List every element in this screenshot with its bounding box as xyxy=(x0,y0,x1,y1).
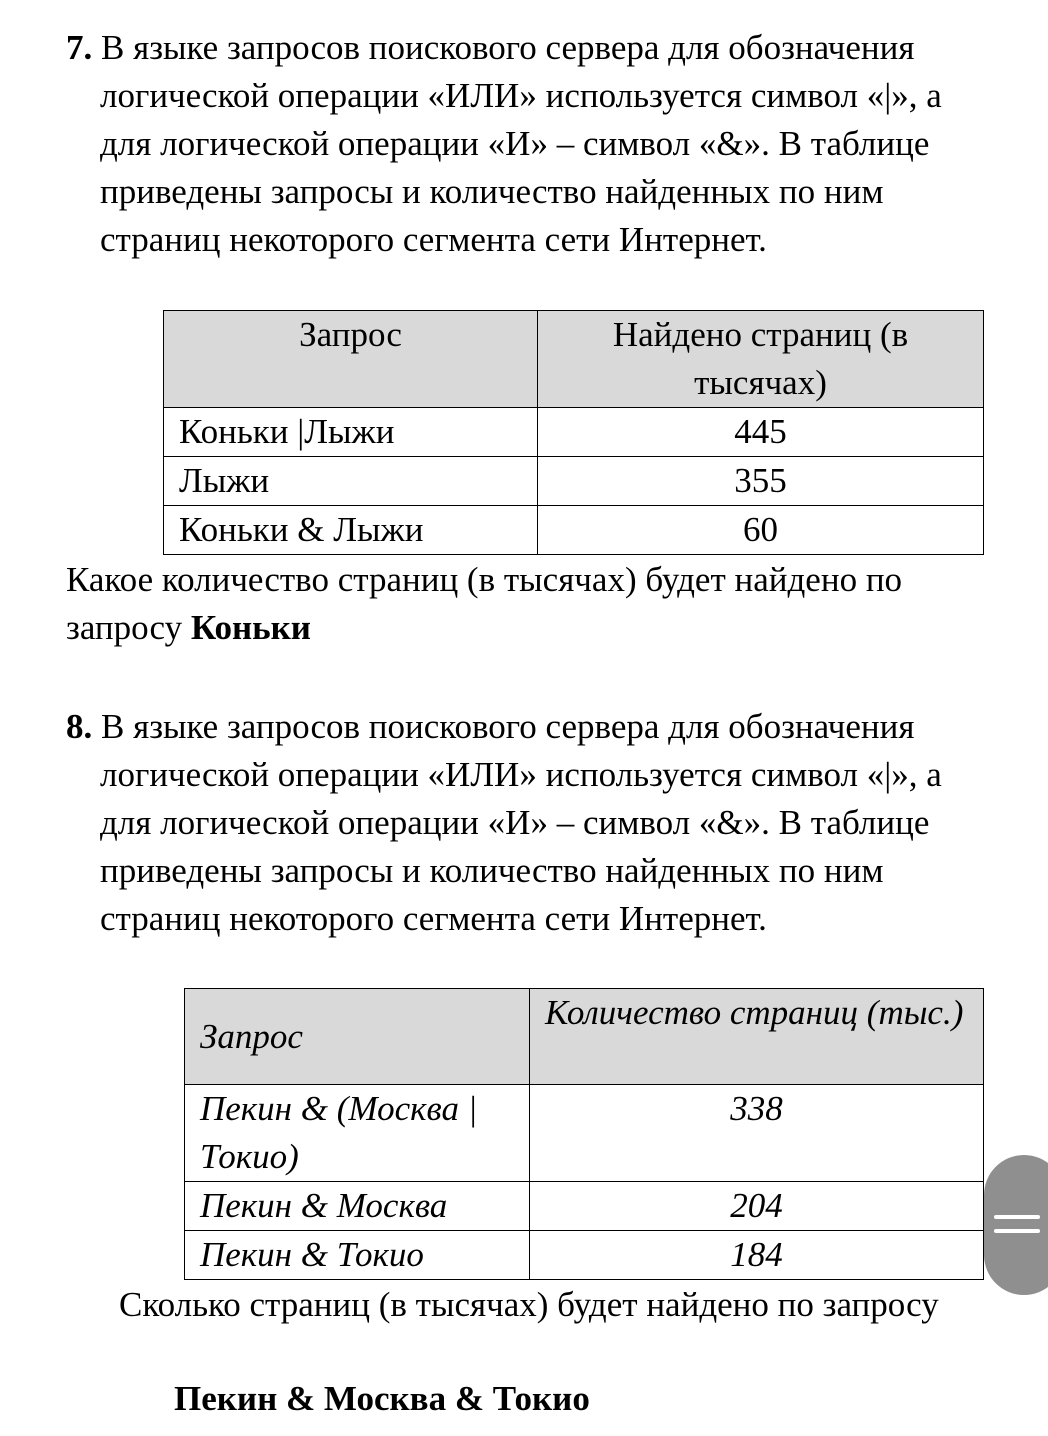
task-7 xyxy=(66,24,996,264)
task-8-number: 8. xyxy=(66,707,93,746)
count-cell: 355 xyxy=(538,457,984,506)
query-cell: Пекин & (Москва | Токио) xyxy=(185,1085,530,1182)
header-count: Найдено страниц (в тысячах) xyxy=(538,311,984,408)
task-8 xyxy=(66,703,996,943)
grip-line-icon xyxy=(994,1229,1040,1233)
table-row xyxy=(164,408,984,457)
count-cell: 60 xyxy=(538,506,984,555)
task-7-number: 7. xyxy=(66,28,93,67)
task-8-table xyxy=(184,988,984,1280)
task-8-final-query: Пекин & Москва & Токио xyxy=(174,1379,590,1418)
count-cell: 204 xyxy=(530,1182,984,1231)
query-cell: Пекин & Токио xyxy=(185,1231,530,1280)
task-7-intro xyxy=(66,24,996,264)
table-row xyxy=(164,506,984,555)
query-cell: Коньки |Лыжи xyxy=(164,408,538,457)
task-7-question-text: Какое количество страниц (в тысячах) будет найдено по запросу xyxy=(66,560,903,647)
table-row xyxy=(164,457,984,506)
table-header-row xyxy=(164,311,984,408)
task-7-table xyxy=(163,310,984,555)
table-header-row xyxy=(185,989,984,1085)
count-cell: 184 xyxy=(530,1231,984,1280)
task-7-question xyxy=(66,556,1006,652)
header-count: Количество страниц (тыс.) xyxy=(530,989,984,1085)
header-query: Запрос xyxy=(185,989,530,1085)
table-row xyxy=(185,1231,984,1280)
scroll-handle[interactable] xyxy=(984,1155,1048,1295)
grip-line-icon xyxy=(994,1215,1040,1219)
task-8-intro-text: В языке запросов поискового сервера для обозначения логической операции «ИЛИ» используется символ «|», а для логической операции «И» – символ «&». В таблице приведены запросы и количество найденных по ним страниц некоторого сегмента сети Интернет. xyxy=(92,707,942,938)
table-row xyxy=(185,1182,984,1231)
query-cell: Коньки & Лыжи xyxy=(164,506,538,555)
task-7-question-query: Коньки xyxy=(190,608,311,647)
query-cell: Лыжи xyxy=(164,457,538,506)
table-row xyxy=(185,1085,984,1182)
query-cell: Пекин & Москва xyxy=(185,1182,530,1231)
task-8-intro xyxy=(66,703,996,943)
task-7-intro-text: В языке запросов поискового сервера для обозначения логической операции «ИЛИ» используется символ «|», а для логической операции «И» – символ «&». В таблице приведены запросы и количество найденных по ним страниц некоторого сегмента сети Интернет. xyxy=(92,28,942,259)
header-query: Запрос xyxy=(164,311,538,408)
task-8-question: Сколько страниц (в тысячах) будет найдено по запросу xyxy=(119,1285,939,1324)
count-cell: 338 xyxy=(530,1085,984,1182)
count-cell: 445 xyxy=(538,408,984,457)
